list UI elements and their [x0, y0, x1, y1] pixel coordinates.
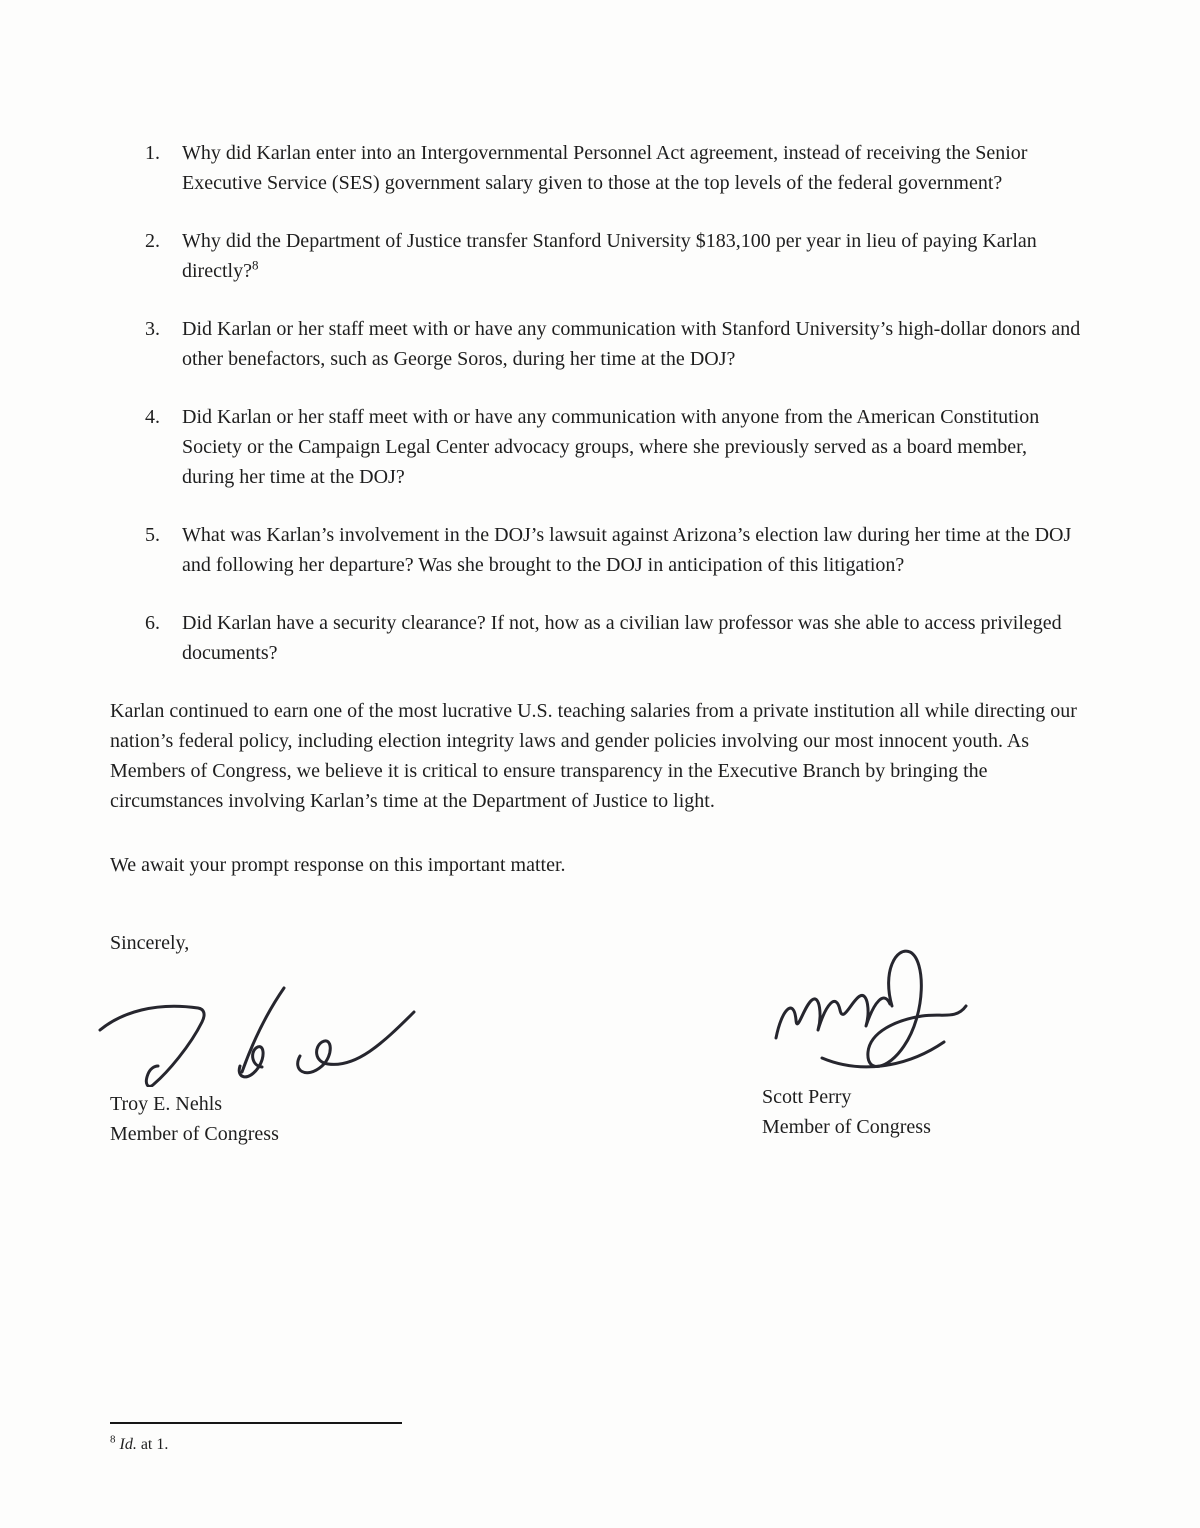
question-item	[110, 520, 1082, 580]
question-text	[182, 226, 1082, 286]
nehls-signature-icon	[94, 972, 424, 1087]
question-item	[110, 226, 1082, 286]
question-item	[110, 402, 1082, 492]
footnote-divider	[110, 1422, 402, 1424]
question-number: 4.	[145, 406, 160, 428]
signer-title: Member of Congress	[110, 1123, 279, 1145]
signer-title: Member of Congress	[762, 1116, 931, 1138]
question-text: What was Karlan’s involvement in the DOJ’s lawsuit against Arizona’s election law during her time at the DOJ and following her departure? Was she brought to the DOJ in anticipation of this litigation?	[182, 524, 1072, 576]
body-paragraph: Karlan continued to earn one of the most lucrative U.S. teaching salaries from a private institution all while directing our nation’s federal policy, including election integrity laws and gender policies involving our most innocent youth. As Members of Congress, we believe it is critical to ensure transparency in the Executive Branch by bringing the circumstances involving Karlan’s time at the Department of Justice to light.	[110, 700, 1077, 812]
question-text: Why did Karlan enter into an Intergovernmental Personnel Act agreement, instead of receiving the Senior Executive Service (SES) government salary given to those at the top levels of the federal government?	[182, 142, 1028, 194]
question-number: 2.	[145, 230, 160, 252]
await-response-line: We await your prompt response on this important matter.	[110, 854, 566, 876]
footnote-citation-rest: at 1.	[136, 1436, 169, 1453]
footnote-reference: 8	[251, 257, 259, 273]
footnote-block	[110, 1422, 402, 1456]
signer-name: Scott Perry	[762, 1086, 852, 1108]
footnote-citation: Id.	[119, 1436, 137, 1453]
salutation: Sincerely,	[110, 932, 190, 954]
question-text: Did Karlan or her staff meet with or have any communication with anyone from the American Constitution Society or the Campaign Legal Center advocacy groups, where she previously served as a board member, during her time at the DOJ?	[182, 406, 1040, 488]
signature-block	[110, 966, 1082, 1149]
question-text: Did Karlan have a security clearance? If not, how as a civilian law professor was she able to access privileged documents?	[182, 612, 1062, 664]
question-number: 1.	[145, 142, 160, 164]
signer-perry	[762, 966, 1082, 1149]
question-number: 5.	[145, 524, 160, 546]
footnote-marker: 8	[110, 1433, 116, 1446]
questions-list	[110, 138, 1082, 668]
question-number: 6.	[145, 612, 160, 634]
perry-signature-icon	[764, 942, 979, 1092]
question-text-body: Why did the Department of Justice transfer Stanford University $183,100 per year in lieu of paying Karlan directly?	[182, 230, 1037, 282]
question-number: 3.	[145, 318, 160, 340]
question-item	[110, 608, 1082, 668]
signer-name: Troy E. Nehls	[110, 1093, 223, 1115]
footnote	[110, 1434, 402, 1456]
question-text: Did Karlan or her staff meet with or have any communication with Stanford University’s high-dollar donors and other benefactors, such as George Soros, during her time at the DOJ?	[182, 318, 1081, 370]
question-item	[110, 314, 1082, 374]
question-item	[110, 138, 1082, 198]
signer-nehls	[110, 966, 762, 1149]
